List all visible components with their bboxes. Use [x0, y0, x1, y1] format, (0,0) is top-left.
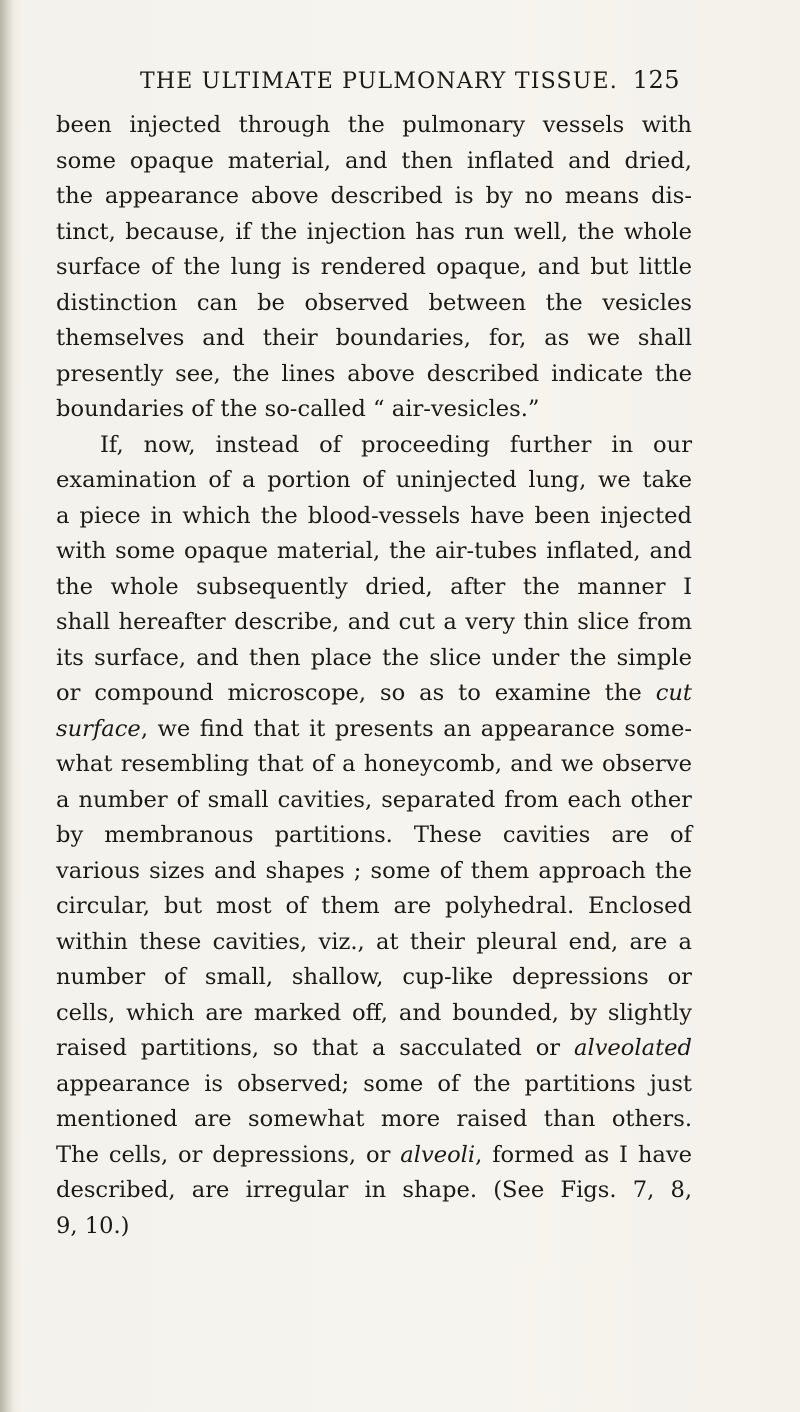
text-line: its surface, and then place the slice under the simple: [56, 644, 692, 671]
italic-term: cut: [655, 680, 692, 706]
text-line: presently see, the lines above described indicate the: [56, 360, 692, 387]
page-number: 125: [632, 66, 680, 94]
text-line: what resembling that of a honeycomb, and we observe: [56, 751, 692, 777]
text-line: number of small, shallow, cup-like depressions or: [56, 964, 692, 990]
text-line: some opaque material, and then inflated and dried,: [56, 147, 692, 174]
text-line: the whole subsequently dried, after the manner I: [56, 573, 692, 600]
text-line: a piece in which the blood-vessels have been injected: [56, 502, 692, 529]
paragraph-end-line: 9, 10.): [56, 1212, 130, 1239]
italic-term: surface: [56, 715, 141, 742]
text-line: the appearance above described is by no means dis-: [56, 183, 692, 209]
text-line: surface, we find that it presents an appearance some-: [56, 715, 692, 742]
body-text: [56, 108, 692, 1244]
text-line: The cells, or depressions, or alveoli, formed as I have: [56, 1141, 692, 1168]
paragraph-end-line: boundaries of the so-called “ air-vesicles.”: [56, 396, 540, 422]
text-line: mentioned are somewhat more raised than others.: [56, 1106, 692, 1132]
text-line: various sizes and shapes ; some of them approach the: [56, 857, 692, 884]
text-line: within these cavities, viz., at their pleural end, are a: [56, 928, 692, 955]
italic-term: alveoli: [400, 1141, 476, 1168]
text-line: themselves and their boundaries, for, as we shall: [56, 325, 692, 351]
text-line: tinct, because, if the injection has run well, the whole: [56, 218, 692, 245]
italic-term: alveolated: [573, 1035, 693, 1061]
text-line: appearance is observed; some of the partitions just: [56, 1070, 692, 1097]
text-line: been injected through the pulmonary vessels with: [56, 112, 692, 138]
text-line: or compound microscope, so as to examine the cut: [56, 680, 692, 706]
paragraph-start-line: If, now, instead of proceeding further in our: [100, 431, 692, 458]
running-title: THE ULTIMATE PULMONARY TISSUE.: [140, 69, 618, 94]
running-head: [140, 66, 680, 94]
text-line: examination of a portion of uninjected lung, we take: [56, 467, 692, 493]
gutter-shadow: [0, 0, 14, 1412]
text-line: by membranous partitions. These cavities are of: [56, 822, 692, 848]
text-line: described, are irregular in shape. (See Figs. 7, 8,: [56, 1177, 692, 1203]
text-line: raised partitions, so that a sacculated or alveolated: [56, 1035, 693, 1061]
text-line: with some opaque material, the air-tubes inflated, and: [56, 538, 692, 564]
text-line: shall hereafter describe, and cut a very thin slice from: [56, 609, 692, 635]
text-line: circular, but most of them are polyhedral. Enclosed: [56, 893, 692, 919]
text-line: cells, which are marked off, and bounded, by slightly: [56, 999, 692, 1026]
text-line: a number of small cavities, separated from each other: [56, 786, 692, 813]
text-line: distinction can be observed between the vesicles: [56, 289, 692, 316]
text-line: surface of the lung is rendered opaque, and but little: [56, 254, 692, 280]
